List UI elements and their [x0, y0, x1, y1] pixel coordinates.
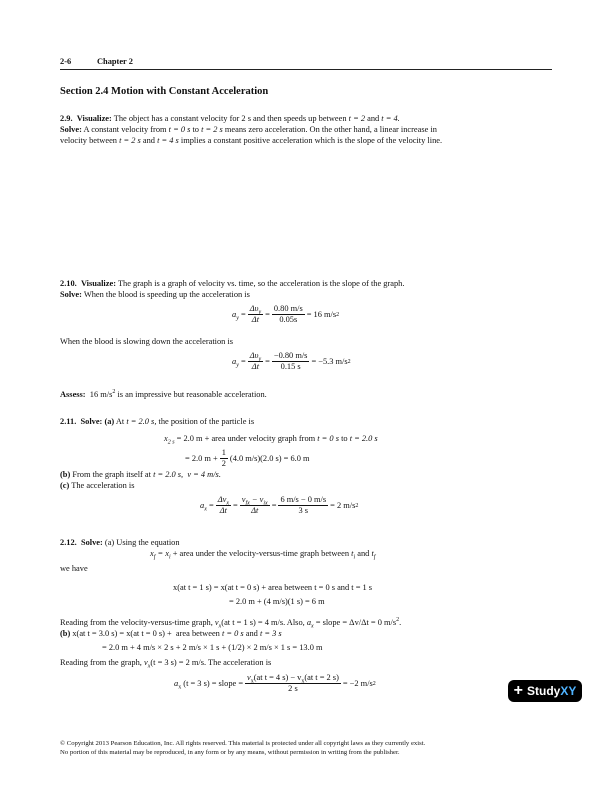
- p210-visualize: 2.10. Visualize: The graph is a graph of velocity vs. time, so the acceleration is the slope of the graph.: [60, 279, 405, 288]
- p212-reading-1: Reading from the velocity-versus-time graph, $v_x(at$ t = 1 s) = 4 m/s. Also, $a_x$ = slope = Δv/Δt = 0 $m/s^2$.: [60, 617, 402, 630]
- page-number: 2-6: [60, 57, 72, 66]
- p211-equation-3: $a_x$ = $\frac{\Delta v_x}{\Delta t}$ = $\frac{v_{fx} - v_{ix}}{\Delta t}$ = $\frac{6 m/s - 0 m/s}{3 s}$ = 2 m/s 2: [200, 495, 359, 515]
- p211-solve-a: 2.11. Solve: (a) At t = 2.0 s, the position of the particle is: [60, 417, 255, 426]
- p211-equation-2: = 2.0 m + $\frac{1}{2}$ (4.0 m/s)(2.0 s) = 6.0 m: [185, 448, 310, 468]
- p212-we-have: we have: [60, 564, 88, 573]
- copyright-line-2: No portion of this material may be reproduced, in any form or by any means, without permission in writing from the publisher.: [60, 749, 400, 756]
- p212-equation-2-line1: x(at t = 1 s) = x(at t = 0 s) + area between t = 0 s and t = 1 s: [173, 583, 373, 592]
- p29-visualize: 2.9. Visualize: The object has a constant velocity for 2 s and then speeds up between t = 2 and t = 4.: [60, 114, 400, 123]
- p210-assess: Assess: 16 $m/s^2$ is an impressive but reasonable acceleration.: [60, 389, 267, 399]
- p29-solve-line1: Solve: A constant velocity from t = 0 s to t = 2 s means zero acceleration. On the other hand, a linear increase in: [60, 125, 437, 134]
- p210-equation-2: $a_y$ = $\frac{\Delta\upsilon_y}{\Delta t}$ = $\frac{-0.80 m/s}{0.15 s}$ = −5.3 m/s 2: [232, 351, 351, 371]
- p211-equation-1: $x_{2 s} = 2.0$ m + area under velocity graph from t = 0 s to t = 2.0 s: [164, 434, 378, 446]
- p212-equation-1: $x_f = x_i$ + area under the velocity-versus-time graph between $t_i$ and $t_f$: [150, 549, 376, 561]
- p211-part-c: (c) The acceleration is: [60, 481, 135, 490]
- plus-icon: +: [513, 682, 523, 699]
- p210-equation-1: $a_y$ = $\frac{\Delta\upsilon_y}{\Delta t}$ = $\frac{0.80 m/s}{0.05s}$ = 16 m/s 2: [232, 304, 340, 324]
- studyxy-logo[interactable]: + Study XY: [508, 680, 582, 702]
- section-title: Section 2.4 Motion with Constant Acceleration: [60, 86, 269, 97]
- p211-part-b: (b) From the graph itself at t = 2.0 s, v = 4 m/s.: [60, 470, 221, 479]
- p210-solve: Solve: When the blood is speeding up the acceleration is: [60, 290, 250, 299]
- p212-equation-2-line2: = 2.0 m + (4 m/s)(1 s) = 6 m: [229, 597, 325, 606]
- header-rule: [60, 69, 552, 70]
- p212-reading-2: Reading from the graph, $v_x(t = 3$ s) = 2 m/s. The acceleration is: [60, 658, 272, 670]
- p212-part-b: (b) x(at t = 3.0 s) = x(at t = 0 s) + area between t = 0 s and t = 3 s: [60, 629, 282, 638]
- p212-equation-3: $a_x$ (t = 3 s) = slope = $\frac{v_x(at t = 4 s) - v_x(at t = 2 s)}{2 s}$ = −2 m/s 2: [174, 673, 376, 693]
- p210-slowing-text: When the blood is slowing down the acceleration is: [60, 337, 234, 346]
- p212-solve-a: 2.12. Solve: (a) Using the equation: [60, 538, 180, 547]
- p212-part-b-line2: = 2.0 m + 4 m/s × 2 s + 2 m/s × 1 s + (1/2) × 2 m/s × 1 s = 13.0 m: [102, 643, 323, 652]
- copyright-line-1: © Copyright 2013 Pearson Education, Inc. All rights reserved. This material is protected under all copyright laws as they currently exist.: [60, 740, 426, 747]
- chapter-label: Chapter 2: [97, 57, 133, 66]
- p29-solve-line2: velocity between t = 2 s and t = 4 s implies a constant positive acceleration which is the slope of the velocity line.: [60, 136, 443, 145]
